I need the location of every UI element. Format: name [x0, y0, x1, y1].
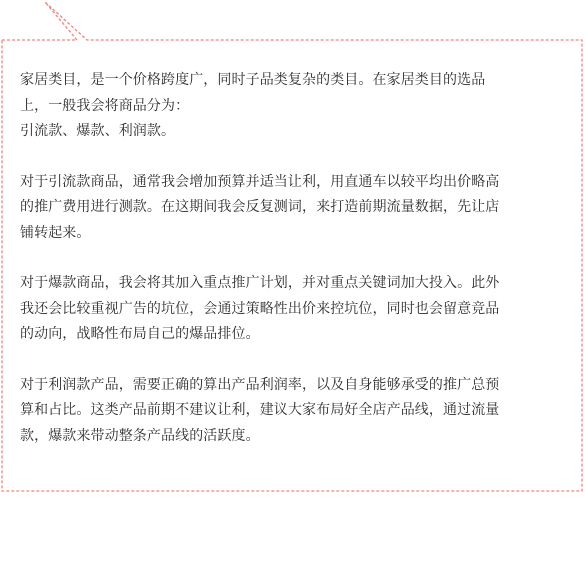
text-line: 的推广费用进行测款。在这期间我会反复测词，来打造前期流量数据，先让店	[20, 199, 500, 215]
text-line: 我还会比较重视广告的坑位，会通过策略性出价来控坑位，同时也会留意竞品	[20, 300, 500, 317]
text-line: 引流款、爆款、利润款。	[20, 123, 176, 139]
text-line: 对于利润款产品，需要正确的算出产品利润率，以及自身能够承受的推广总预	[20, 376, 500, 393]
paragraph-traffic-product	[20, 170, 575, 247]
text-line: 款，爆款来带动整条产品线的活跃度。	[20, 427, 260, 444]
text-line: 上，一般我会将商品分为：	[20, 97, 190, 114]
text-line: 的动向，战略性布局自己的爆品排位。	[20, 326, 260, 342]
text-line: 家居类目，是一个价格跨度广，同时子品类复杂的类目。在家居类目的选品	[20, 72, 486, 88]
text-line: 对于爆款商品，我会将其加入重点推广计划，并对重点关键词加大投入。此外	[20, 275, 500, 291]
paragraph-hot-product	[20, 271, 575, 348]
text-line: 算和占比。这类产品前期不建议让利，建议大家布局好全店产品线，通过流量	[20, 402, 500, 418]
paragraph-intro	[20, 68, 575, 145]
paragraph-profit-product	[20, 373, 575, 450]
text-line: 铺转起来。	[20, 224, 91, 241]
article-text	[20, 68, 575, 449]
text-line: 对于引流款商品，通常我会增加预算并适当让利，用直通车以较平均出价略高	[20, 173, 500, 190]
